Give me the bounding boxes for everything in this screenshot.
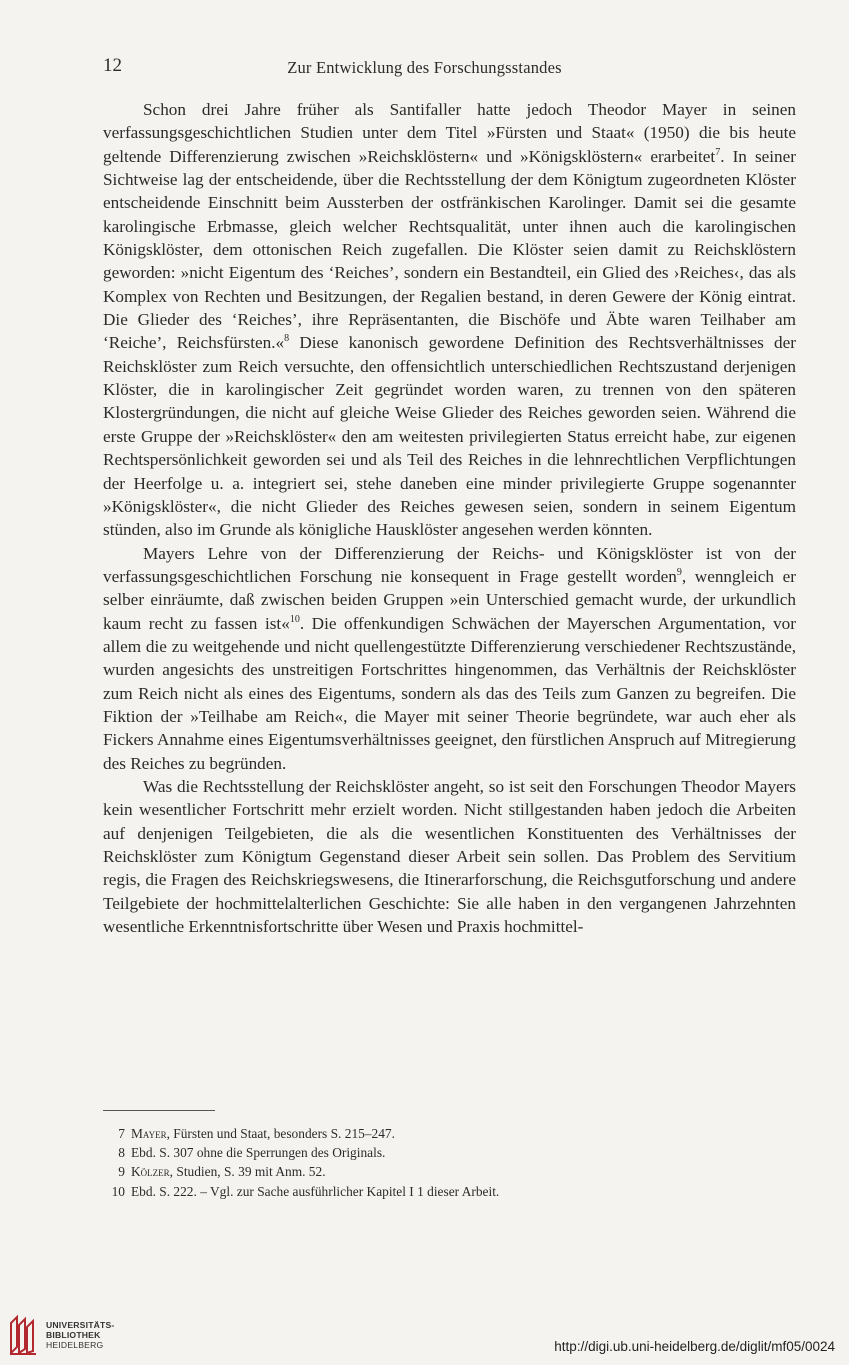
paragraph-1-text-b: . In seiner Sichtweise lag der entscheidende, über die Rechtsstellung der dem Königtum zugeordneten Klöster entscheidende Einschnitt beim Aussterben der ostfränkischen Karolinger. Damit sei die gesamte karolingische Erbmasse, gleich welcher Rechtsqualität, unter ihnen auch die karolingischen Königsklöster, dem ottonischen Reich zugefallen. Die Klöster seien damit zu Reichsklöstern geworden: »nicht Eigentum des ‘Reiches’, sondern ein Bestandteil, ein Glied des ›Reiches‹, das als Komplex von Rechten und Besitzungen, der Regalien bestand, in deren Gewere der König eintrat. Die Glieder des ‘Reiches’, ihre Repräsentanten, die Bischöfe und Äbte waren Teilhaber am ‘Reiche’, Reichsfürsten.« <box>103 146 797 353</box>
footnotes <box>103 1124 796 1201</box>
library-logo-icon <box>8 1313 40 1357</box>
logo-line-3: HEIDELBERG <box>46 1340 104 1350</box>
footnote-number: 7 <box>118 1126 125 1141</box>
footnote-ref-8[interactable]: 8 <box>284 333 290 345</box>
footnote-body: Ebd. S. 222. – Vgl. zur Sache ausführlicher Kapitel I 1 dieser Arbeit. <box>131 1183 500 1199</box>
footnote-body: , Fürsten und Staat, besonders S. 215–247. <box>166 1126 395 1141</box>
page-number: 12 <box>103 55 122 76</box>
footnote-body: Ebd. S. 307 ohne die Sperrungen des Originals. <box>131 1145 386 1161</box>
paragraph-2-text-a: Mayers Lehre von der Differenzierung der Reichs- und Königsklöster ist von der verfassungsgeschichtlichen Forschung nie konsequent in Frage gestellt worden <box>103 543 796 586</box>
paragraph-1-text-a: Schon drei Jahre früher als Santifaller hatte jedoch Theodor Mayer in seinen verfassungsgeschichtlichen Studien unter dem Titel »Fürsten und Staat« (1950) die bis heute geltende Differenzierung zwischen »Reichsklöstern« und »Königsklöstern« erarbeitet <box>103 100 796 166</box>
paragraph-2 <box>103 542 796 775</box>
library-logo[interactable] <box>8 1313 115 1357</box>
footnote-10 <box>103 1182 796 1201</box>
paragraph-1-text-c: Diese kanonisch gewordene Definition des Rechtsverhältnisses der Reichsklöster zum Reich versuchte, den offensichtlich unterschiedlichen Rechtszustand derjenigen Klöster, die in karolingischer Zeit gegründet worden waren, zu trennen von den späteren Klostergründungen, die nicht auf gleiche Weise Glieder des Reiches geworden seien. Während die erste Gruppe der »Reichsklöster« den am weitesten privilegierten Status erreicht habe, zur eigenen Rechtspersönlichkeit geworden sei und als Teil des Reiches in die lehnrechtlichen Verpflichtungen der Heerfolge u. a. integriert sei, stehe daneben eine minder privilegierte Gruppe sogenannter »Königsklöster«, die nicht Glieder des Reiches gewesen seien, sondern in seinem Eigentum stünden, also im Grunde als königliche Hausklöster angesehen werden könnten. <box>103 333 796 540</box>
footnote-number: 10 <box>111 1183 125 1199</box>
footnote-ref-9[interactable]: 9 <box>676 566 682 578</box>
paragraph-1 <box>103 98 796 542</box>
footnote-author: Kölzer <box>131 1164 170 1180</box>
footnote-body: , Studien, S. 39 mit Anm. 52. <box>169 1164 326 1180</box>
footnote-text <box>131 1162 326 1181</box>
logo-line-1: UNIVERSITÄTS- <box>46 1320 115 1330</box>
logo-line-2: BIBLIOTHEK <box>46 1330 101 1340</box>
permalink-url[interactable]: http://digi.ub.uni-heidelberg.de/diglit/mf05/0024 <box>554 1339 835 1354</box>
body-text <box>103 98 796 938</box>
footnote-number: 9 <box>118 1164 125 1180</box>
paragraph-2-text-c: . Die offenkundigen Schwächen der Mayerschen Argumentation, vor allem die zu weitgehende und nicht quellengestützte Differenzierung verschiedener Rechtszustände, wurden angesichts des unstreitigen Fortschrittes hingenommen, das Verhältnis der Reichsklöster zum Reich nicht als eines des Eigentums, sondern als das des Teils zum Ganzen zu begreifen. Die Fiktion der »Teilhabe am Reich«, die Mayer mit seiner Theorie begründete, war auch eher als Fickers Annahme eines Eigentumsverhältnisses geeignet, den fürstlichen Anspruch auf Mitregierung des Reiches zu begründen. <box>103 613 796 773</box>
paragraph-3: Was die Rechtsstellung der Reichsklöster angeht, so ist seit den Forschungen Theodor Mayers kein wesentlicher Fortschritt mehr erzielt worden. Nicht stillgestanden haben jedoch die Arbeiten auf denjenigen Teilgebieten, die als die wesentlichen Konstituenten des Verhältnisses der Reichsklöster zum Königtum Gegenstand dieser Arbeit sein sollen. Das Problem des Servitium regis, die Fragen des Reichskriegswesens, die Itinerarforschung, die Reichsgutforschung und andere Teilgebiete der hochmittelalterlichen Geschichte: Sie alle haben in den vergangenen Jahrzehnten wesentliche Erkenntnisfortschritte über Wesen und Praxis hochmittel- <box>103 776 796 937</box>
library-logo-text <box>46 1320 115 1350</box>
paragraph-2-text-b: , wenngleich er selber einräumte, daß zwischen beiden Gruppen »ein Unterschied gemacht wurde, der urkundlich kaum recht zu fassen ist« <box>103 566 796 633</box>
footnote-text <box>131 1124 395 1143</box>
footnote-8 <box>103 1143 796 1162</box>
footnote-rule <box>103 1110 215 1111</box>
footnote-7 <box>103 1124 796 1143</box>
footnote-number: 8 <box>118 1145 125 1161</box>
footnote-9 <box>103 1162 796 1181</box>
footnote-ref-10[interactable]: 10 <box>289 613 300 625</box>
running-head: Zur Entwicklung des Forschungsstandes <box>287 58 562 77</box>
footnote-author: Mayer <box>131 1126 167 1141</box>
footnote-ref-7[interactable]: 7 <box>715 146 721 158</box>
